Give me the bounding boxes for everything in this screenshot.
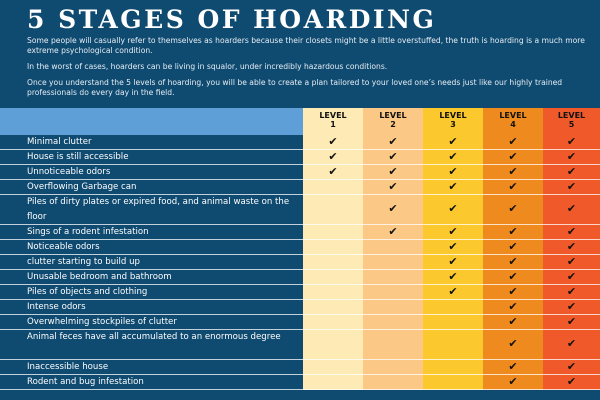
check-icon: ✔ (566, 359, 577, 373)
table-row (0, 225, 600, 240)
footer-band (0, 390, 600, 400)
check-icon: ✔ (508, 374, 518, 388)
row-label: Overwhelming stockpiles of clutter (27, 317, 177, 327)
row-label: Noticeable odors (27, 242, 100, 252)
row-label: Unnoticeable odors (27, 167, 111, 177)
level-number: 1 (330, 120, 336, 129)
row-label: Intense odors (27, 302, 86, 312)
check-icon: ✔ (448, 254, 458, 268)
table-row (0, 180, 600, 195)
check-icon: ✔ (448, 134, 458, 148)
level-label: LEVEL (557, 111, 586, 120)
level-header (543, 108, 600, 129)
row-label: Rodent and bug infestation (27, 377, 144, 387)
row-label: Piles of objects and clothing (27, 287, 148, 297)
check-icon: ✔ (388, 202, 398, 215)
check-icon: ✔ (566, 374, 577, 388)
check-icon: ✔ (508, 284, 518, 298)
level-number: 2 (390, 120, 396, 129)
check-icon: ✔ (388, 164, 398, 178)
check-icon: ✔ (508, 164, 518, 178)
check-icon: ✔ (508, 299, 518, 313)
level-number: 3 (450, 120, 456, 129)
level-number: 4 (510, 120, 516, 129)
check-icon: ✔ (328, 149, 338, 163)
check-icon: ✔ (566, 239, 577, 253)
check-icon: ✔ (508, 269, 518, 283)
check-icon: ✔ (508, 337, 518, 350)
row-label: Piles of dirty plates or expired food, and animal waste on the floor (27, 197, 290, 222)
check-icon: ✔ (508, 239, 518, 253)
level-number: 5 (568, 120, 575, 129)
table-row (0, 270, 600, 285)
check-icon: ✔ (508, 359, 518, 373)
check-icon: ✔ (566, 164, 577, 178)
table-row (0, 240, 600, 255)
check-icon: ✔ (328, 164, 338, 178)
table-row (0, 255, 600, 270)
row-label: Overflowing Garbage can (27, 182, 137, 192)
table-row (0, 195, 600, 225)
check-icon: ✔ (566, 299, 577, 313)
intro-paragraph-1: Some people will casually refer to themselves as hoarders because their closets might be a little overstuffed, the truth is hoarding is a much more extreme psychological condition. (27, 36, 585, 55)
page-title: 5 STAGES OF HOARDING (27, 5, 437, 34)
check-icon: ✔ (388, 149, 398, 163)
check-icon: ✔ (448, 179, 458, 193)
check-icon: ✔ (566, 202, 577, 215)
check-icon: ✔ (508, 179, 518, 193)
check-icon: ✔ (566, 284, 577, 298)
hoarding-table (0, 135, 600, 390)
level-header (363, 108, 423, 129)
check-icon: ✔ (508, 224, 518, 238)
check-icon: ✔ (508, 134, 518, 148)
check-icon: ✔ (448, 269, 458, 283)
check-icon: ✔ (508, 314, 518, 328)
check-icon: ✔ (448, 164, 458, 178)
level-label: LEVEL (439, 111, 467, 120)
check-icon: ✔ (448, 149, 458, 163)
table-row (0, 150, 600, 165)
check-icon: ✔ (508, 202, 518, 215)
check-icon: ✔ (448, 202, 458, 215)
row-label: Unusable bedroom and bathroom (27, 272, 172, 282)
table-row (0, 330, 600, 360)
check-icon: ✔ (566, 149, 577, 163)
check-icon: ✔ (566, 314, 577, 328)
check-icon: ✔ (388, 179, 398, 193)
check-icon: ✔ (566, 269, 577, 283)
table-row (0, 165, 600, 180)
check-icon: ✔ (328, 134, 338, 148)
check-icon: ✔ (388, 134, 398, 148)
level-header (303, 108, 363, 129)
level-header (483, 108, 543, 129)
intro-paragraph-3: Once you understand the 5 levels of hoarding, you will be able to create a plan tailored to your loved one’s needs just like our highly trained professionals do every day in the field. (27, 78, 563, 97)
check-icon: ✔ (508, 254, 518, 268)
row-label: Animal feces have all accumulated to an enormous degree (27, 332, 281, 342)
intro-paragraph-2: In the worst of cases, hoarders can be living in squalor, under incredibly hazardous conditions. (27, 62, 388, 71)
table-row (0, 360, 600, 375)
row-label: Sings of a rodent infestation (27, 227, 149, 237)
row-label: Minimal clutter (27, 137, 92, 147)
row-label: Inaccessible house (27, 362, 109, 372)
table-row (0, 285, 600, 300)
check-icon: ✔ (566, 254, 577, 268)
check-icon: ✔ (566, 337, 577, 350)
table-row (0, 300, 600, 315)
row-label: clutter starting to build up (27, 257, 141, 267)
level-label: LEVEL (499, 111, 527, 120)
check-icon: ✔ (566, 134, 577, 148)
row-label: House is still accessible (27, 152, 129, 162)
table-row (0, 375, 600, 390)
check-icon: ✔ (566, 179, 577, 193)
check-icon: ✔ (508, 149, 518, 163)
table-row (0, 135, 600, 150)
check-icon: ✔ (448, 239, 458, 253)
table-row (0, 315, 600, 330)
level-header (423, 108, 483, 129)
check-icon: ✔ (448, 224, 458, 238)
level-label: LEVEL (379, 111, 407, 120)
check-icon: ✔ (388, 224, 398, 238)
check-icon: ✔ (448, 284, 458, 298)
check-icon: ✔ (566, 224, 577, 238)
level-label: LEVEL (319, 111, 347, 120)
